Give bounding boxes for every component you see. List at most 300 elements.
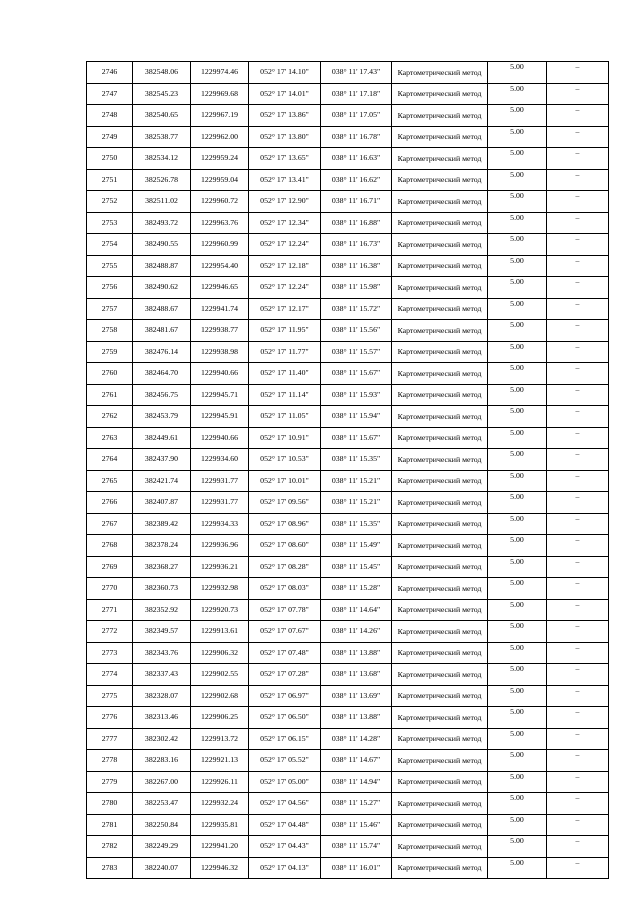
latitude-cell: 052° 17' 10.01" [249,470,321,492]
latitude-cell: 052° 17' 12.90" [249,191,321,213]
point-number-cell: 2753 [87,212,133,234]
x-coordinate-cell: 382267.00 [133,771,191,793]
description-cell: – [547,406,609,428]
description-cell: – [547,62,609,84]
y-coordinate-cell: 1229963.76 [191,212,249,234]
y-coordinate-cell: 1229931.77 [191,492,249,514]
point-number-cell: 2750 [87,148,133,170]
latitude-cell: 052° 17' 14.01" [249,83,321,105]
accuracy-cell: 5.00 [488,793,547,815]
latitude-cell: 052° 17' 05.52" [249,750,321,772]
y-coordinate-cell: 1229969.68 [191,83,249,105]
x-coordinate-cell: 382476.14 [133,341,191,363]
y-coordinate-cell: 1229913.72 [191,728,249,750]
point-number-cell: 2763 [87,427,133,449]
longitude-cell: 038° 11' 13.69" [321,685,392,707]
table-row [87,642,609,664]
point-number-cell: 2746 [87,62,133,84]
y-coordinate-cell: 1229960.99 [191,234,249,256]
latitude-cell: 052° 17' 08.60" [249,535,321,557]
latitude-cell: 052° 17' 11.95" [249,320,321,342]
description-cell: – [547,836,609,858]
y-coordinate-cell: 1229959.24 [191,148,249,170]
longitude-cell: 038° 11' 15.93" [321,384,392,406]
table-row [87,685,609,707]
table-row [87,836,609,858]
method-cell: Картометрический метод [392,298,488,320]
description-cell: – [547,535,609,557]
method-cell: Картометрический метод [392,513,488,535]
latitude-cell: 052° 17' 04.13" [249,857,321,879]
method-cell: Картометрический метод [392,621,488,643]
longitude-cell: 038° 11' 15.57" [321,341,392,363]
latitude-cell: 052° 17' 07.78" [249,599,321,621]
x-coordinate-cell: 382302.42 [133,728,191,750]
y-coordinate-cell: 1229936.21 [191,556,249,578]
method-cell: Картометрический метод [392,728,488,750]
method-cell: Картометрический метод [392,341,488,363]
x-coordinate-cell: 382493.72 [133,212,191,234]
description-cell: – [547,384,609,406]
table-row [87,449,609,471]
description-cell: – [547,728,609,750]
table-row [87,793,609,815]
accuracy-cell: 5.00 [488,83,547,105]
point-number-cell: 2759 [87,341,133,363]
longitude-cell: 038° 11' 15.35" [321,513,392,535]
latitude-cell: 052° 17' 04.56" [249,793,321,815]
accuracy-cell: 5.00 [488,363,547,385]
table-row [87,556,609,578]
y-coordinate-cell: 1229932.98 [191,578,249,600]
accuracy-cell: 5.00 [488,298,547,320]
description-cell: – [547,771,609,793]
x-coordinate-cell: 382449.61 [133,427,191,449]
accuracy-cell: 5.00 [488,728,547,750]
accuracy-cell: 5.00 [488,492,547,514]
table-row [87,599,609,621]
longitude-cell: 038° 11' 15.28" [321,578,392,600]
longitude-cell: 038° 11' 14.26" [321,621,392,643]
table-row [87,406,609,428]
method-cell: Картометрический метод [392,234,488,256]
latitude-cell: 052° 17' 07.28" [249,664,321,686]
accuracy-cell: 5.00 [488,642,547,664]
latitude-cell: 052° 17' 06.97" [249,685,321,707]
longitude-cell: 038° 11' 17.18" [321,83,392,105]
latitude-cell: 052° 17' 05.00" [249,771,321,793]
accuracy-cell: 5.00 [488,535,547,557]
method-cell: Картометрический метод [392,556,488,578]
point-number-cell: 2774 [87,664,133,686]
description-cell: – [547,599,609,621]
table-row [87,363,609,385]
method-cell: Картометрический метод [392,169,488,191]
method-cell: Картометрический метод [392,255,488,277]
description-cell: – [547,212,609,234]
y-coordinate-cell: 1229934.33 [191,513,249,535]
table-row [87,814,609,836]
description-cell: – [547,857,609,879]
accuracy-cell: 5.00 [488,814,547,836]
description-cell: – [547,169,609,191]
accuracy-cell: 5.00 [488,255,547,277]
accuracy-cell: 5.00 [488,621,547,643]
x-coordinate-cell: 382349.57 [133,621,191,643]
point-number-cell: 2761 [87,384,133,406]
longitude-cell: 038° 11' 14.28" [321,728,392,750]
accuracy-cell: 5.00 [488,599,547,621]
x-coordinate-cell: 382407.87 [133,492,191,514]
method-cell: Картометрический метод [392,62,488,84]
description-cell: – [547,320,609,342]
description-cell: – [547,793,609,815]
y-coordinate-cell: 1229946.65 [191,277,249,299]
latitude-cell: 052° 17' 12.17" [249,298,321,320]
y-coordinate-cell: 1229902.68 [191,685,249,707]
x-coordinate-cell: 382490.62 [133,277,191,299]
method-cell: Картометрический метод [392,535,488,557]
description-cell: – [547,126,609,148]
longitude-cell: 038° 11' 14.67" [321,750,392,772]
x-coordinate-cell: 382464.70 [133,363,191,385]
latitude-cell: 052° 17' 10.53" [249,449,321,471]
longitude-cell: 038° 11' 16.62" [321,169,392,191]
method-cell: Картометрический метод [392,470,488,492]
table-row [87,169,609,191]
latitude-cell: 052° 17' 13.65" [249,148,321,170]
method-cell: Картометрический метод [392,771,488,793]
latitude-cell: 052° 17' 04.43" [249,836,321,858]
x-coordinate-cell: 382250.84 [133,814,191,836]
y-coordinate-cell: 1229938.77 [191,320,249,342]
method-cell: Картометрический метод [392,406,488,428]
point-number-cell: 2749 [87,126,133,148]
latitude-cell: 052° 17' 11.77" [249,341,321,363]
x-coordinate-cell: 382548.06 [133,62,191,84]
accuracy-cell: 5.00 [488,212,547,234]
method-cell: Картометрический метод [392,277,488,299]
point-number-cell: 2771 [87,599,133,621]
point-number-cell: 2769 [87,556,133,578]
table-row [87,105,609,127]
x-coordinate-cell: 382526.78 [133,169,191,191]
table-row [87,857,609,879]
description-cell: – [547,814,609,836]
accuracy-cell: 5.00 [488,513,547,535]
table-row [87,384,609,406]
description-cell: – [547,363,609,385]
method-cell: Картометрический метод [392,449,488,471]
description-cell: – [547,513,609,535]
document-page [86,61,600,879]
table-row [87,277,609,299]
x-coordinate-cell: 382328.07 [133,685,191,707]
latitude-cell: 052° 17' 13.80" [249,126,321,148]
point-number-cell: 2757 [87,298,133,320]
latitude-cell: 052° 17' 12.24" [249,234,321,256]
longitude-cell: 038° 11' 15.56" [321,320,392,342]
description-cell: – [547,685,609,707]
y-coordinate-cell: 1229906.25 [191,707,249,729]
y-coordinate-cell: 1229945.71 [191,384,249,406]
latitude-cell: 052° 17' 09.56" [249,492,321,514]
x-coordinate-cell: 382538.77 [133,126,191,148]
table-row [87,427,609,449]
y-coordinate-cell: 1229941.20 [191,836,249,858]
accuracy-cell: 5.00 [488,427,547,449]
table-row [87,212,609,234]
longitude-cell: 038° 11' 15.72" [321,298,392,320]
longitude-cell: 038° 11' 13.68" [321,664,392,686]
longitude-cell: 038° 11' 16.63" [321,148,392,170]
x-coordinate-cell: 382437.90 [133,449,191,471]
table-row [87,664,609,686]
method-cell: Картометрический метод [392,83,488,105]
x-coordinate-cell: 382368.27 [133,556,191,578]
x-coordinate-cell: 382249.29 [133,836,191,858]
method-cell: Картометрический метод [392,750,488,772]
y-coordinate-cell: 1229906.32 [191,642,249,664]
x-coordinate-cell: 382313.46 [133,707,191,729]
coordinates-table [86,61,609,879]
description-cell: – [547,83,609,105]
longitude-cell: 038° 11' 16.88" [321,212,392,234]
accuracy-cell: 5.00 [488,126,547,148]
table-row [87,126,609,148]
y-coordinate-cell: 1229931.77 [191,470,249,492]
point-number-cell: 2751 [87,169,133,191]
y-coordinate-cell: 1229960.72 [191,191,249,213]
longitude-cell: 038° 11' 14.94" [321,771,392,793]
description-cell: – [547,642,609,664]
method-cell: Картометрический метод [392,320,488,342]
point-number-cell: 2777 [87,728,133,750]
y-coordinate-cell: 1229940.66 [191,427,249,449]
latitude-cell: 052° 17' 13.41" [249,169,321,191]
table-row [87,191,609,213]
latitude-cell: 052° 17' 10.91" [249,427,321,449]
point-number-cell: 2767 [87,513,133,535]
x-coordinate-cell: 382453.79 [133,406,191,428]
description-cell: – [547,191,609,213]
longitude-cell: 038° 11' 16.78" [321,126,392,148]
description-cell: – [547,492,609,514]
x-coordinate-cell: 382488.87 [133,255,191,277]
longitude-cell: 038° 11' 13.88" [321,707,392,729]
point-number-cell: 2762 [87,406,133,428]
point-number-cell: 2755 [87,255,133,277]
x-coordinate-cell: 382534.12 [133,148,191,170]
y-coordinate-cell: 1229938.98 [191,341,249,363]
y-coordinate-cell: 1229936.96 [191,535,249,557]
table-row [87,83,609,105]
latitude-cell: 052° 17' 04.48" [249,814,321,836]
x-coordinate-cell: 382253.47 [133,793,191,815]
table-row [87,621,609,643]
x-coordinate-cell: 382337.43 [133,664,191,686]
latitude-cell: 052° 17' 08.96" [249,513,321,535]
table-row [87,320,609,342]
y-coordinate-cell: 1229913.61 [191,621,249,643]
x-coordinate-cell: 382545.23 [133,83,191,105]
description-cell: – [547,621,609,643]
method-cell: Картометрический метод [392,664,488,686]
point-number-cell: 2780 [87,793,133,815]
x-coordinate-cell: 382389.42 [133,513,191,535]
description-cell: – [547,277,609,299]
latitude-cell: 052° 17' 14.10" [249,62,321,84]
longitude-cell: 038° 11' 15.67" [321,363,392,385]
accuracy-cell: 5.00 [488,191,547,213]
longitude-cell: 038° 11' 15.27" [321,793,392,815]
longitude-cell: 038° 11' 15.35" [321,449,392,471]
method-cell: Картометрический метод [392,126,488,148]
latitude-cell: 052° 17' 06.50" [249,707,321,729]
accuracy-cell: 5.00 [488,750,547,772]
table-row [87,535,609,557]
accuracy-cell: 5.00 [488,234,547,256]
accuracy-cell: 5.00 [488,341,547,363]
method-cell: Картометрический метод [392,578,488,600]
table-row [87,255,609,277]
method-cell: Картометрический метод [392,105,488,127]
x-coordinate-cell: 382481.67 [133,320,191,342]
table-row [87,298,609,320]
accuracy-cell: 5.00 [488,105,547,127]
point-number-cell: 2764 [87,449,133,471]
latitude-cell: 052° 17' 12.18" [249,255,321,277]
longitude-cell: 038° 11' 15.45" [321,556,392,578]
point-number-cell: 2768 [87,535,133,557]
y-coordinate-cell: 1229945.91 [191,406,249,428]
accuracy-cell: 5.00 [488,578,547,600]
accuracy-cell: 5.00 [488,556,547,578]
table-row [87,707,609,729]
accuracy-cell: 5.00 [488,449,547,471]
point-number-cell: 2748 [87,105,133,127]
latitude-cell: 052° 17' 07.67" [249,621,321,643]
point-number-cell: 2760 [87,363,133,385]
latitude-cell: 052° 17' 13.86" [249,105,321,127]
y-coordinate-cell: 1229934.60 [191,449,249,471]
method-cell: Картометрический метод [392,836,488,858]
longitude-cell: 038° 11' 16.01" [321,857,392,879]
longitude-cell: 038° 11' 15.98" [321,277,392,299]
method-cell: Картометрический метод [392,707,488,729]
y-coordinate-cell: 1229921.13 [191,750,249,772]
table-row [87,492,609,514]
x-coordinate-cell: 382378.24 [133,535,191,557]
point-number-cell: 2783 [87,857,133,879]
table-row [87,771,609,793]
x-coordinate-cell: 382488.67 [133,298,191,320]
method-cell: Картометрический метод [392,642,488,664]
latitude-cell: 052° 17' 06.15" [249,728,321,750]
longitude-cell: 038° 11' 17.43" [321,62,392,84]
y-coordinate-cell: 1229932.24 [191,793,249,815]
y-coordinate-cell: 1229946.32 [191,857,249,879]
longitude-cell: 038° 11' 16.38" [321,255,392,277]
x-coordinate-cell: 382456.75 [133,384,191,406]
method-cell: Картометрический метод [392,427,488,449]
point-number-cell: 2758 [87,320,133,342]
table-row [87,578,609,600]
x-coordinate-cell: 382240.07 [133,857,191,879]
description-cell: – [547,298,609,320]
description-cell: – [547,427,609,449]
accuracy-cell: 5.00 [488,277,547,299]
x-coordinate-cell: 382343.76 [133,642,191,664]
point-number-cell: 2781 [87,814,133,836]
longitude-cell: 038° 11' 16.71" [321,191,392,213]
x-coordinate-cell: 382511.02 [133,191,191,213]
table-row [87,341,609,363]
x-coordinate-cell: 382540.65 [133,105,191,127]
table-row [87,234,609,256]
longitude-cell: 038° 11' 17.05" [321,105,392,127]
description-cell: – [547,470,609,492]
point-number-cell: 2747 [87,83,133,105]
y-coordinate-cell: 1229954.40 [191,255,249,277]
longitude-cell: 038° 11' 15.94" [321,406,392,428]
longitude-cell: 038° 11' 15.49" [321,535,392,557]
x-coordinate-cell: 382490.55 [133,234,191,256]
coordinates-table-body [87,62,609,879]
longitude-cell: 038° 11' 15.74" [321,836,392,858]
point-number-cell: 2756 [87,277,133,299]
point-number-cell: 2775 [87,685,133,707]
table-row [87,728,609,750]
description-cell: – [547,664,609,686]
accuracy-cell: 5.00 [488,707,547,729]
x-coordinate-cell: 382421.74 [133,470,191,492]
table-row [87,513,609,535]
method-cell: Картометрический метод [392,793,488,815]
latitude-cell: 052° 17' 11.40" [249,363,321,385]
point-number-cell: 2766 [87,492,133,514]
y-coordinate-cell: 1229940.66 [191,363,249,385]
accuracy-cell: 5.00 [488,406,547,428]
y-coordinate-cell: 1229967.19 [191,105,249,127]
longitude-cell: 038° 11' 13.88" [321,642,392,664]
point-number-cell: 2779 [87,771,133,793]
point-number-cell: 2752 [87,191,133,213]
latitude-cell: 052° 17' 07.48" [249,642,321,664]
description-cell: – [547,341,609,363]
point-number-cell: 2770 [87,578,133,600]
accuracy-cell: 5.00 [488,664,547,686]
y-coordinate-cell: 1229962.00 [191,126,249,148]
latitude-cell: 052° 17' 08.03" [249,578,321,600]
longitude-cell: 038° 11' 15.46" [321,814,392,836]
point-number-cell: 2778 [87,750,133,772]
method-cell: Картометрический метод [392,814,488,836]
accuracy-cell: 5.00 [488,169,547,191]
accuracy-cell: 5.00 [488,470,547,492]
method-cell: Картометрический метод [392,492,488,514]
longitude-cell: 038° 11' 15.21" [321,492,392,514]
latitude-cell: 052° 17' 12.24" [249,277,321,299]
y-coordinate-cell: 1229920.73 [191,599,249,621]
method-cell: Картометрический метод [392,363,488,385]
accuracy-cell: 5.00 [488,771,547,793]
latitude-cell: 052° 17' 11.05" [249,406,321,428]
table-row [87,62,609,84]
description-cell: – [547,578,609,600]
latitude-cell: 052° 17' 11.14" [249,384,321,406]
latitude-cell: 052° 17' 08.28" [249,556,321,578]
